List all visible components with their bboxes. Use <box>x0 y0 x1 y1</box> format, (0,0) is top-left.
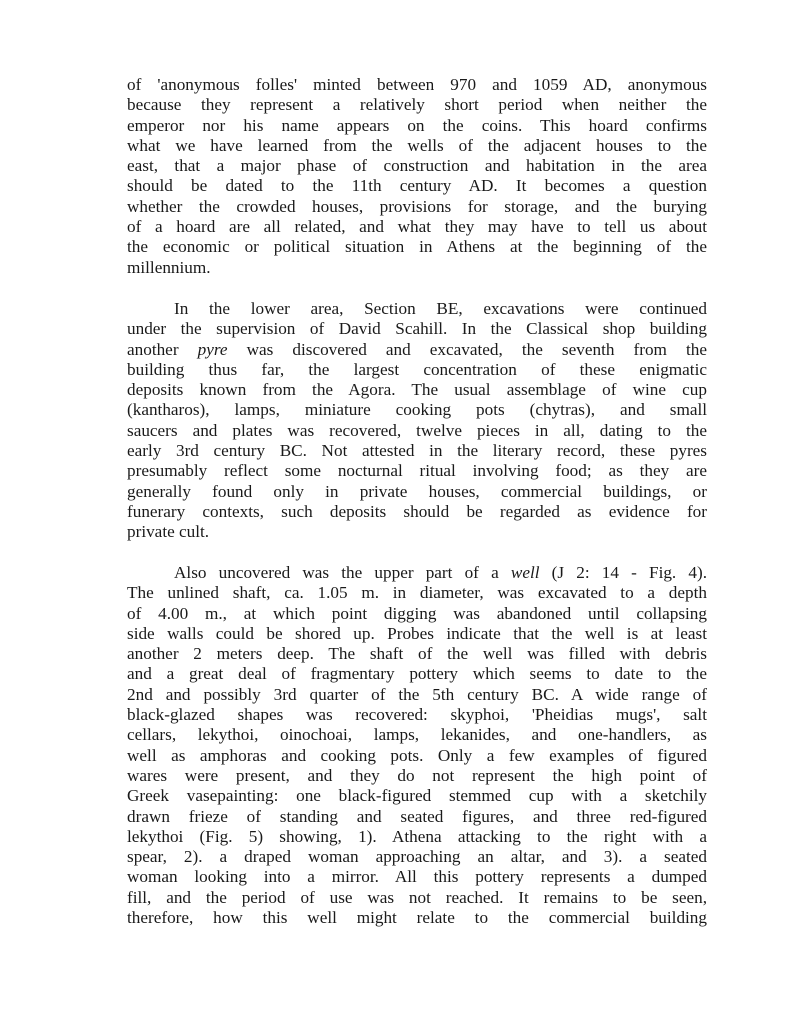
text-line: presumably reflect some nocturnal ritual involving food; as they are <box>127 461 707 481</box>
text-line: generally found only in private houses, commercial buildings, or <box>127 481 707 501</box>
text-line: of 'anonymous folles' minted between 970 and 1059 AD, anonymous <box>127 75 707 94</box>
text-segment: another <box>127 339 198 359</box>
text-line: should be dated to the 11th century AD. It becomes a question <box>127 176 707 196</box>
text-line: In the lower area, Section BE, excavations were continued <box>174 299 707 318</box>
text-line: and a great deal of fragmentary pottery which seems to date to the <box>127 664 707 684</box>
text-line <box>127 340 707 360</box>
text-line: Greek vasepainting: one black-figured stemmed cup with a sketchily <box>127 786 707 806</box>
text-line: therefore, how this well might relate to the commercial building <box>127 908 707 928</box>
text-line: The unlined shaft, ca. 1.05 m. in diameter, was excavated to a depth <box>127 583 707 603</box>
text-line: whether the crowded houses, provisions for storage, and the burying <box>127 196 707 216</box>
text-line: cellars, lekythoi, oinochoai, lamps, lekanides, and one-handlers, as <box>127 725 707 745</box>
italic-term: well <box>510 563 540 582</box>
text-line: woman looking into a mirror. All this pottery represents a dumped <box>127 867 707 887</box>
text-line: (kantharos), lamps, miniature cooking pots (chytras), and small <box>127 400 707 420</box>
italic-term: pyre <box>197 339 228 359</box>
text-line: early 3rd century BC. Not attested in the literary record, these pyres <box>127 441 707 461</box>
text-line: black-glazed shapes was recovered: skyphoi, 'Pheidias mugs', salt <box>127 705 707 725</box>
text-line: lekythoi (Fig. 5) showing, 1). Athena attacking to the right with a <box>127 826 707 846</box>
text-line: millennium. <box>127 257 211 277</box>
text-line: another 2 meters deep. The shaft of the well was filled with debris <box>127 644 707 664</box>
paragraph-well <box>127 563 707 928</box>
paragraph-hoard <box>127 75 707 278</box>
text-segment: Also uncovered was the upper part of a <box>174 563 511 582</box>
text-line: side walls could be shored up. Probes indicate that the well is at least <box>127 623 707 643</box>
text-line: emperor nor his name appears on the coins. This hoard confirms <box>127 115 707 135</box>
text-line: what we have learned from the wells of the adjacent houses to the <box>127 135 707 155</box>
text-line: 2nd and possibly 3rd quarter of the 5th century BC. A wide range of <box>127 684 707 704</box>
text-line: of a hoard are all related, and what they may have to tell us about <box>127 217 707 237</box>
text-line: spear, 2). a draped woman approaching an altar, and 3). a seated <box>127 847 707 867</box>
text-line: fill, and the period of use was not reached. It remains to be seen, <box>127 887 707 907</box>
text-line: saucers and plates was recovered, twelve pieces in all, dating to the <box>127 420 707 440</box>
text-line: building thus far, the largest concentration of these enigmatic <box>127 359 707 379</box>
text-line: because they represent a relatively short period when neither the <box>127 95 707 115</box>
text-line: wares were present, and they do not represent the high point of <box>127 765 707 785</box>
text-segment: (J 2: 14 - Fig. 4). <box>539 563 708 582</box>
text-line: funerary contexts, such deposits should be regarded as evidence for <box>127 501 707 521</box>
text-line <box>127 563 707 583</box>
text-segment: was discovered and excavated, the seventh from the <box>227 339 707 359</box>
text-line: private cult. <box>127 522 210 542</box>
text-line: well as amphoras and cooking pots. Only a few examples of figured <box>127 745 707 765</box>
text-line: of 4.00 m., at which point digging was abandoned until collapsing <box>127 603 707 623</box>
text-line: the economic or political situation in Athens at the beginning of the <box>127 237 707 257</box>
text-line: deposits known from the Agora. The usual assemblage of wine cup <box>127 380 707 400</box>
text-line: drawn frieze of standing and seated figures, and three red-figured <box>127 806 707 826</box>
text-line: east, that a major phase of construction and habitation in the area <box>127 156 707 176</box>
text-line: under the supervision of David Scahill. In the Classical shop building <box>127 319 707 339</box>
paragraph-section-be <box>127 299 707 543</box>
